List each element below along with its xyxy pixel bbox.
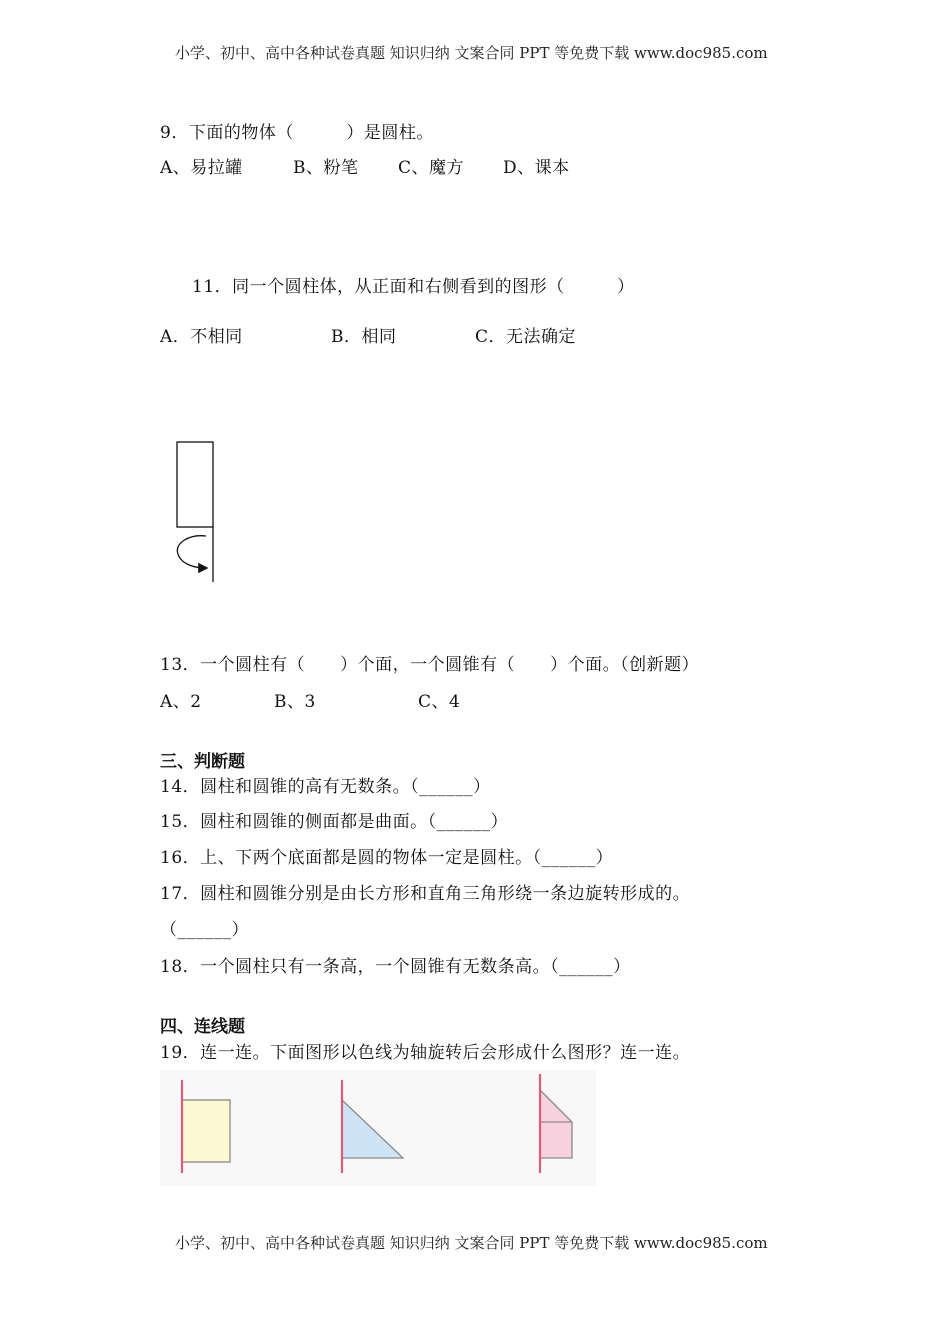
question-9-option-b: B、粉笔 xyxy=(293,158,359,178)
figure-1-square xyxy=(182,1100,230,1162)
question-17-blank: （______） xyxy=(160,920,249,940)
question-13-option-c: C、4 xyxy=(418,692,461,712)
question-11-option-a: A．不相同 xyxy=(160,327,243,347)
question-9-option-d: D、课本 xyxy=(503,158,570,178)
section-3-title: 三、判断题 xyxy=(160,752,245,772)
question-14: 14．圆柱和圆锥的高有无数条。（______） xyxy=(160,777,491,797)
page-header: 小学、初中、高中各种试卷真题 知识归纳 文案合同 PPT 等免费下载 www.doc985.com xyxy=(175,44,768,62)
rotation-arrow-icon xyxy=(177,536,206,568)
question-11-option-b: B．相同 xyxy=(331,327,397,347)
question-16: 16．上、下两个底面都是圆的物体一定是圆柱。（______） xyxy=(160,848,614,868)
question-9-stem: 9．下面的物体（ ）是圆柱。 xyxy=(160,123,434,143)
question-13-option-b: B、3 xyxy=(274,692,316,712)
question-13-option-a: A、2 xyxy=(160,692,202,712)
question-15: 15．圆柱和圆锥的侧面都是曲面。（______） xyxy=(160,812,509,832)
question-9-option-a: A、易拉罐 xyxy=(160,158,243,178)
question-9-option-c: C、魔方 xyxy=(398,158,465,178)
question-18: 18．一个圆柱只有一条高，一个圆锥有无数条高。（______） xyxy=(160,957,631,977)
section-4-title: 四、连线题 xyxy=(160,1017,245,1037)
question-17: 17．圆柱和圆锥分别是由长方形和直角三角形绕一条边旋转形成的。 xyxy=(160,884,691,904)
question-19-figures xyxy=(160,1070,598,1188)
rotation-rectangle xyxy=(177,442,213,527)
question-13-stem: 13．一个圆柱有（ ）个面，一个圆锥有（ ）个面。（创新题） xyxy=(160,655,700,675)
rotation-figure xyxy=(168,438,228,588)
question-19-stem: 19．连一连。下面图形以色线为轴旋转后会形成什么图形？连一连。 xyxy=(160,1043,691,1063)
page-footer: 小学、初中、高中各种试卷真题 知识归纳 文案合同 PPT 等免费下载 www.doc985.com xyxy=(175,1234,768,1252)
question-11-option-c: C．无法确定 xyxy=(475,327,577,347)
question-11-stem: 11．同一个圆柱体，从正面和右侧看到的图形（ ） xyxy=(192,277,635,297)
